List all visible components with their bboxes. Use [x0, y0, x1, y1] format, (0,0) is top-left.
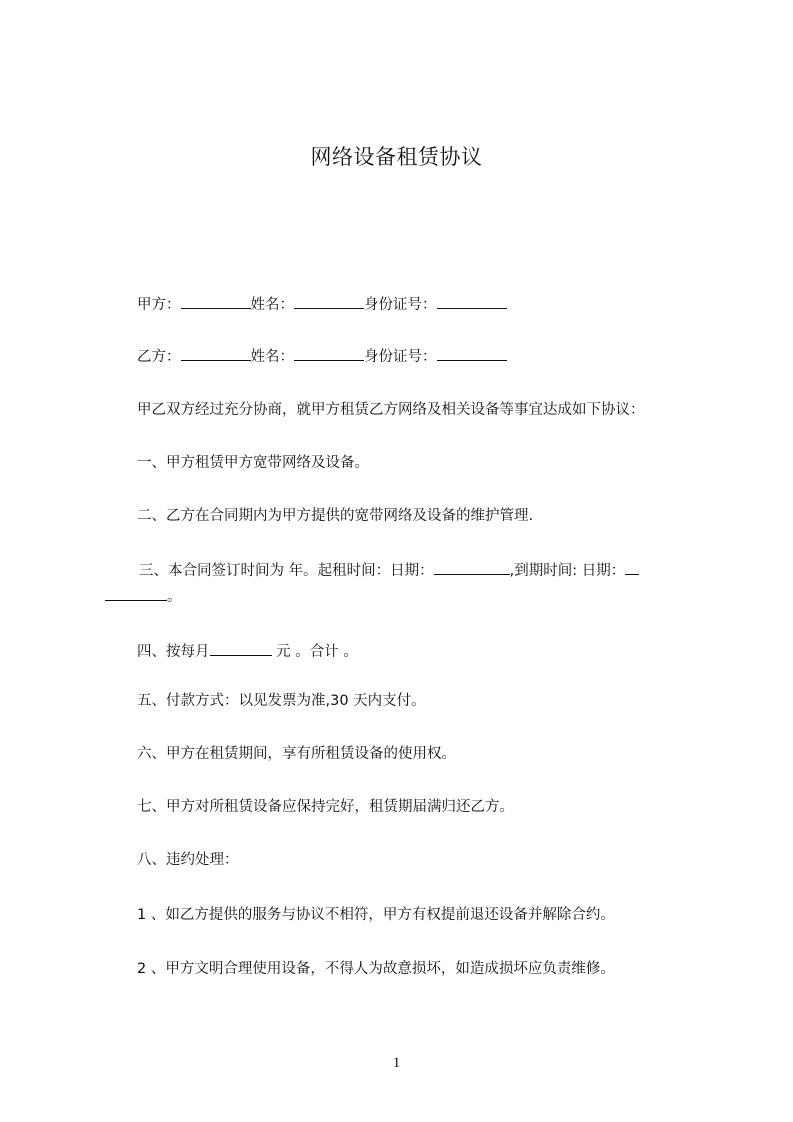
monthly-fee-blank [210, 639, 272, 656]
party-a-name-blank [294, 292, 364, 309]
party-b-line [137, 344, 507, 367]
party-b-id-blank [437, 344, 507, 361]
page-number: 1 [392, 1055, 401, 1071]
party-b-id-label: 身份证号： [364, 349, 437, 365]
clause-3-continuation [105, 584, 182, 607]
party-a-label: 甲方： [137, 297, 181, 313]
clause-3 [139, 558, 639, 581]
clause-8-item-2: 2 、甲方文明合理使用设备，不得人为故意损坏，如造成损坏应负责维修。 [137, 961, 615, 977]
clause-3-text-b: ,到期时间: 日期： [509, 563, 626, 579]
start-date-blank [434, 558, 510, 575]
party-a-line [137, 292, 507, 315]
end-date-blank-end [105, 584, 167, 601]
document-title: 网络设备租赁协议 [310, 145, 483, 169]
clause-4-text-b: 元 。合计 。 [271, 644, 358, 660]
clause-6: 六、甲方在租赁期间，享有所租赁设备的使用权。 [137, 746, 456, 762]
party-a-id-label: 身份证号： [364, 297, 437, 313]
clause-8-item-1: 1 、如乙方提供的服务与协议不相符，甲方有权提前退还设备并解除合约。 [137, 907, 615, 923]
clause-1: 一、甲方租赁甲方宽带网络及设备。 [137, 455, 369, 471]
end-date-blank-start [625, 558, 639, 575]
clause-8: 八、违约处理： [137, 852, 239, 868]
clause-4 [137, 639, 358, 662]
party-b-label: 乙方： [137, 349, 181, 365]
clause-7: 七、甲方对所租赁设备应保持完好，租赁期届满归还乙方。 [137, 799, 514, 815]
party-a-name-label: 姓名： [250, 297, 294, 313]
party-b-blank [181, 344, 251, 361]
clause-3-end: 。 [167, 589, 182, 605]
party-b-name-blank [294, 344, 364, 361]
party-a-blank [181, 292, 251, 309]
party-a-id-blank [437, 292, 507, 309]
clause-5: 五、付款方式：以见发票为准,30 天内支付。 [137, 693, 426, 709]
clause-2: 二、乙方在合同期内为甲方提供的宽带网络及设备的维护管理. [137, 508, 534, 524]
intro-paragraph: 甲乙双方经过充分协商，就甲方租赁乙方网络及相关设备等事宜达成如下协议： [137, 402, 645, 418]
party-b-name-label: 姓名： [250, 349, 294, 365]
clause-3-text-a: 三、本合同签订时间为 年。起租时间：日期： [139, 563, 434, 579]
clause-4-text-a: 四、按每月 [137, 644, 210, 660]
